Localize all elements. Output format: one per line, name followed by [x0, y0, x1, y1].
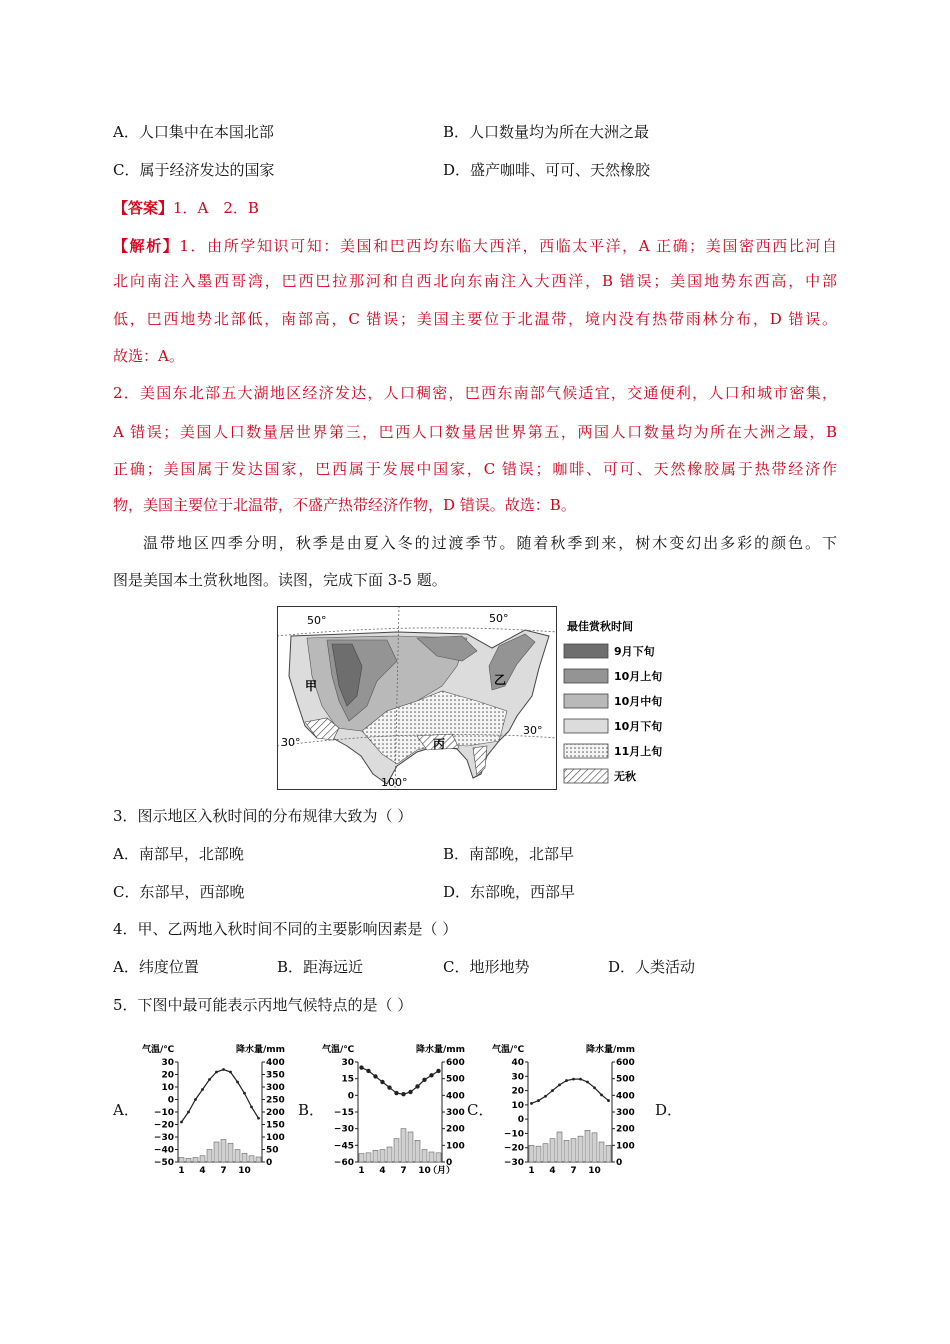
precip-tick-label: 100	[266, 1133, 285, 1143]
analysis-line-3: 低，巴西地势北部低，南部高，C 错误；美国主要位于北温带，境内没有热带雨林分布，D 错误。	[113, 310, 837, 328]
precip-tick-label: 200	[266, 1108, 285, 1118]
temp-point	[544, 1095, 547, 1098]
month-tick-label: 7	[220, 1166, 227, 1176]
precip-bar	[193, 1158, 198, 1163]
precip-bar	[186, 1158, 191, 1162]
month-tick-label: 1	[178, 1166, 185, 1176]
temp-tick-label: 30	[161, 1058, 174, 1068]
precip-bar	[543, 1144, 548, 1162]
temp-point	[401, 1092, 405, 1096]
temp-point	[565, 1079, 568, 1082]
temp-point	[366, 1069, 370, 1073]
precip-tick-label: 300	[446, 1108, 465, 1118]
temp-tick-label: 0	[347, 1091, 354, 1102]
temp-axis-label: 气温/℃	[492, 1045, 525, 1055]
precip-bar	[564, 1140, 569, 1162]
temp-point	[201, 1088, 204, 1091]
q3-option-a: A．南部早，北部晚	[113, 845, 244, 863]
temp-line	[362, 1068, 439, 1095]
temp-tick-label: 10	[161, 1083, 174, 1093]
precip-bar	[228, 1143, 233, 1162]
q4-option-d: D．人类活动	[608, 958, 696, 976]
q4-option-b: B．距海远近	[277, 958, 364, 976]
temp-point	[222, 1068, 225, 1071]
precip-bar	[550, 1139, 555, 1162]
legend-swatch-3	[564, 719, 608, 733]
legend-swatch-1	[564, 669, 608, 683]
temp-point	[187, 1111, 190, 1114]
legend-swatch-0	[564, 644, 608, 658]
precip-tick-label: 600	[446, 1058, 465, 1068]
temp-point	[607, 1099, 610, 1102]
precip-bar	[529, 1145, 534, 1162]
q2-option-a: A．人口集中在本国北部	[113, 123, 274, 141]
temp-tick-label: −60	[333, 1158, 354, 1168]
temp-tick-label: 20	[511, 1086, 524, 1097]
legend-label-1: 10月上旬	[614, 670, 663, 683]
temp-tick-label: −20	[503, 1143, 524, 1154]
temp-tick-label: −15	[333, 1108, 354, 1118]
legend-swatch-4	[564, 744, 608, 758]
temp-tick-label: −30	[333, 1124, 354, 1135]
precip-tick-label: 350	[266, 1070, 285, 1081]
precip-bar	[578, 1136, 583, 1162]
precip-tick-label: 100	[616, 1141, 635, 1152]
temp-point	[250, 1106, 253, 1109]
precip-axis-label: 降水量/mm	[236, 1045, 286, 1055]
temp-point	[600, 1093, 603, 1096]
lat-30-left-label: 30°	[281, 736, 301, 749]
temp-point	[408, 1090, 412, 1094]
analysis2-line-1: 2．美国东北部五大湖地区经济发达，人口稠密，巴西东南部气候适宜，交通便利，人口和城市密集，	[113, 384, 837, 402]
temp-tick-label: −20	[153, 1120, 174, 1131]
month-tick-label: 10	[238, 1166, 251, 1176]
temp-line	[532, 1079, 609, 1103]
precip-tick-label: 600	[616, 1058, 635, 1068]
precip-tick-label: 400	[446, 1091, 465, 1102]
month-tick-label: 4	[549, 1166, 556, 1176]
q4-option-a: A．纬度位置	[113, 958, 199, 976]
precip-bar	[249, 1156, 254, 1162]
legend-title: 最佳赏秋时间	[567, 620, 633, 633]
legend-label-0: 9月下旬	[614, 645, 655, 658]
temp-tick-label: 10	[511, 1100, 524, 1111]
month-unit-label: （月）	[428, 1166, 456, 1176]
precip-tick-label: 200	[616, 1124, 635, 1135]
temp-point	[208, 1078, 211, 1081]
temp-axis-label: 气温/℃	[142, 1045, 175, 1055]
q4-option-c: C．地形地势	[443, 958, 530, 976]
temp-point	[436, 1069, 440, 1073]
q4-stem: 4．甲、乙两地入秋时间不同的主要影响因素是（ ）	[113, 920, 458, 938]
month-tick-label: 10	[588, 1166, 601, 1176]
q5-label-b: B．	[298, 1101, 325, 1119]
precip-bar	[214, 1142, 219, 1162]
precip-bar	[401, 1129, 406, 1162]
legend-swatch-5	[564, 769, 608, 783]
precip-tick-label: 300	[616, 1108, 635, 1118]
temp-point	[579, 1078, 582, 1081]
analysis2-line-2: A 错误；美国人口数量居世界第三，巴西人口数量居世界第五，两国人口数量均为所在大洲之最，B	[113, 423, 837, 441]
analysis-line-4: 故选：A。	[113, 347, 184, 365]
temp-point	[387, 1085, 391, 1089]
temp-point	[257, 1117, 260, 1120]
lat-50-left-label: 50°	[307, 614, 327, 627]
temp-point	[180, 1121, 183, 1124]
month-tick-label: 1	[358, 1166, 365, 1176]
precip-tick-label: 0	[446, 1158, 453, 1168]
precip-bar	[429, 1152, 434, 1162]
q5-label-a: A．	[113, 1101, 139, 1119]
temp-point	[215, 1071, 218, 1074]
temp-tick-label: −30	[153, 1133, 174, 1143]
precip-bar	[592, 1133, 597, 1162]
map-legend	[564, 644, 662, 783]
temp-point	[373, 1074, 377, 1078]
temp-tick-label: 20	[161, 1070, 174, 1081]
temp-point	[415, 1084, 419, 1088]
place-jia: 甲	[305, 679, 318, 693]
precip-bar	[242, 1153, 247, 1162]
temp-tick-label: 40	[511, 1058, 524, 1068]
precip-bar	[415, 1140, 420, 1162]
precip-tick-label: 150	[266, 1120, 285, 1131]
temp-point	[429, 1073, 433, 1077]
month-tick-label: 4	[379, 1166, 386, 1176]
q3-option-b: B．南部晚，北部早	[443, 845, 575, 863]
precip-tick-label: 400	[266, 1058, 285, 1068]
precip-bar	[536, 1146, 541, 1162]
temp-point	[586, 1081, 589, 1084]
precip-tick-label: 200	[446, 1124, 465, 1135]
temp-tick-label: 30	[511, 1072, 524, 1083]
precip-bar	[571, 1139, 576, 1162]
climate-chart-c-svg	[490, 1040, 650, 1180]
precip-tick-label: 0	[266, 1158, 273, 1168]
q3-stem: 3．图示地区入秋时间的分布规律大致为（ ）	[113, 807, 413, 825]
autumn-map	[277, 606, 663, 790]
precip-bar	[207, 1150, 212, 1163]
precip-tick-label: 250	[266, 1095, 285, 1106]
temp-tick-label: 0	[517, 1115, 524, 1126]
climate-chart-b-svg	[320, 1040, 480, 1180]
q5-label-c: C．	[467, 1101, 494, 1119]
q3-option-c: C．东部早，西部晚	[113, 883, 245, 901]
precip-bar	[380, 1150, 385, 1163]
legend-label-5: 无秋	[614, 770, 636, 783]
temp-point	[229, 1071, 232, 1074]
answer-line	[113, 198, 259, 218]
analysis2-line-4: 物，美国主要位于北温带，不盛产热带经济作物，D 错误。故选：B。	[113, 496, 576, 514]
precip-bar	[373, 1150, 378, 1162]
precip-bar	[599, 1142, 604, 1162]
temp-line	[182, 1070, 259, 1123]
precip-tick-label: 50	[266, 1145, 279, 1156]
precip-bar	[366, 1153, 371, 1162]
analysis-line-1	[113, 236, 837, 256]
temp-point	[558, 1083, 561, 1086]
temp-point	[537, 1099, 540, 1102]
answer-tag: 【答案】	[113, 199, 174, 217]
precip-tick-label: 300	[266, 1083, 285, 1093]
temp-point	[394, 1091, 398, 1095]
temp-tick-label: −50	[153, 1158, 174, 1168]
legend-label-3: 10月下旬	[614, 720, 663, 733]
temp-point	[551, 1089, 554, 1092]
q5-stem: 5．下图中最可能表示丙地气候特点的是（ ）	[113, 996, 413, 1014]
temp-tick-label: 15	[341, 1074, 354, 1085]
temp-axis-label: 气温/℃	[322, 1045, 355, 1055]
lat-30-right-label: 30°	[523, 724, 543, 737]
precip-axis-label: 降水量/mm	[586, 1045, 636, 1055]
month-tick-label: 7	[400, 1166, 407, 1176]
temp-point	[380, 1080, 384, 1084]
precip-bar	[221, 1140, 226, 1163]
precip-bar	[394, 1139, 399, 1162]
temp-point	[243, 1092, 246, 1095]
q5-label-d: D．	[655, 1101, 683, 1119]
legend-swatch-2	[564, 694, 608, 708]
temp-point	[530, 1102, 533, 1105]
precip-tick-label: 0	[616, 1158, 623, 1168]
analysis-line-2: 北向南注入墨西哥湾，巴西巴拉那河和自西北向东南注入大西洋，B 错误；美国地势东西高，中部	[113, 272, 837, 290]
temp-point	[194, 1098, 197, 1101]
legend-label-2: 10月中旬	[614, 695, 663, 708]
answer-text: 1．A 2．B	[173, 199, 259, 217]
month-tick-label: 10	[418, 1166, 431, 1176]
place-bing: 丙	[433, 737, 446, 751]
analysis-tag: 【解析】	[113, 237, 180, 255]
q2-option-b: B．人口数量均为所在大洲之最	[443, 123, 650, 141]
temp-point	[572, 1078, 575, 1081]
month-tick-label: 7	[570, 1166, 577, 1176]
precip-tick-label: 500	[616, 1074, 635, 1085]
q3-option-d: D．东部晚，西部早	[443, 883, 576, 901]
precip-bar	[436, 1153, 441, 1162]
month-tick-label: 4	[199, 1166, 206, 1176]
intro-line-2: 图是美国本土赏秋地图。读图，完成下面 3-5 题。	[113, 571, 447, 589]
analysis-text-1: 1．由所学知识可知：美国和巴西均东临大西洋，西临太平洋，A 正确；美国密西西比河自	[179, 237, 837, 255]
precip-tick-label: 400	[616, 1091, 635, 1102]
q2-option-c: C．属于经济发达的国家	[113, 161, 275, 179]
precip-tick-label: 500	[446, 1074, 465, 1085]
lat-50-right-label: 50°	[489, 612, 509, 625]
temp-point	[236, 1081, 239, 1084]
temp-tick-label: 30	[341, 1058, 354, 1068]
temp-tick-label: −10	[153, 1108, 174, 1118]
precip-bar	[422, 1150, 427, 1163]
temp-tick-label: −40	[153, 1145, 174, 1156]
intro-line-1: 温带地区四季分明，秋季是由夏入冬的过渡季节。随着秋季到来，树木变幻出多彩的颜色。下	[143, 534, 837, 552]
analysis2-line-3: 正确；美国属于发达国家，巴西属于发展中国家，C 错误；咖啡、可可、天然橡胶属于热带经济作	[113, 460, 837, 478]
lon-100-label: 100°	[381, 776, 408, 789]
climate-chart-b	[320, 1040, 480, 1184]
autumn-map-svg	[277, 606, 663, 790]
precip-tick-label: 100	[446, 1141, 465, 1152]
precip-bar	[359, 1154, 364, 1162]
precip-axis-label: 降水量/mm	[416, 1045, 466, 1055]
climate-chart-a	[140, 1040, 300, 1184]
temp-tick-label: −45	[333, 1141, 354, 1152]
temp-tick-label: −30	[503, 1158, 524, 1168]
q2-option-d: D．盛产咖啡、可可、天然橡胶	[443, 161, 651, 179]
place-yi: 乙	[494, 673, 507, 687]
temp-point	[422, 1078, 426, 1082]
precip-bar	[256, 1157, 261, 1162]
precip-bar	[235, 1150, 240, 1163]
precip-bar	[179, 1158, 184, 1163]
precip-bar	[557, 1132, 562, 1162]
temp-point	[593, 1086, 596, 1089]
climate-chart-c	[490, 1040, 650, 1184]
temp-point	[359, 1065, 363, 1069]
precip-bar	[200, 1156, 205, 1162]
climate-chart-a-svg	[140, 1040, 300, 1180]
precip-bar	[408, 1132, 413, 1162]
precip-bar	[387, 1147, 392, 1162]
temp-tick-label: 0	[167, 1095, 174, 1106]
month-tick-label: 1	[528, 1166, 535, 1176]
temp-tick-label: −10	[503, 1129, 524, 1140]
legend-label-4: 11月上旬	[614, 745, 663, 758]
precip-bar	[585, 1130, 590, 1162]
precip-bar	[606, 1145, 611, 1162]
